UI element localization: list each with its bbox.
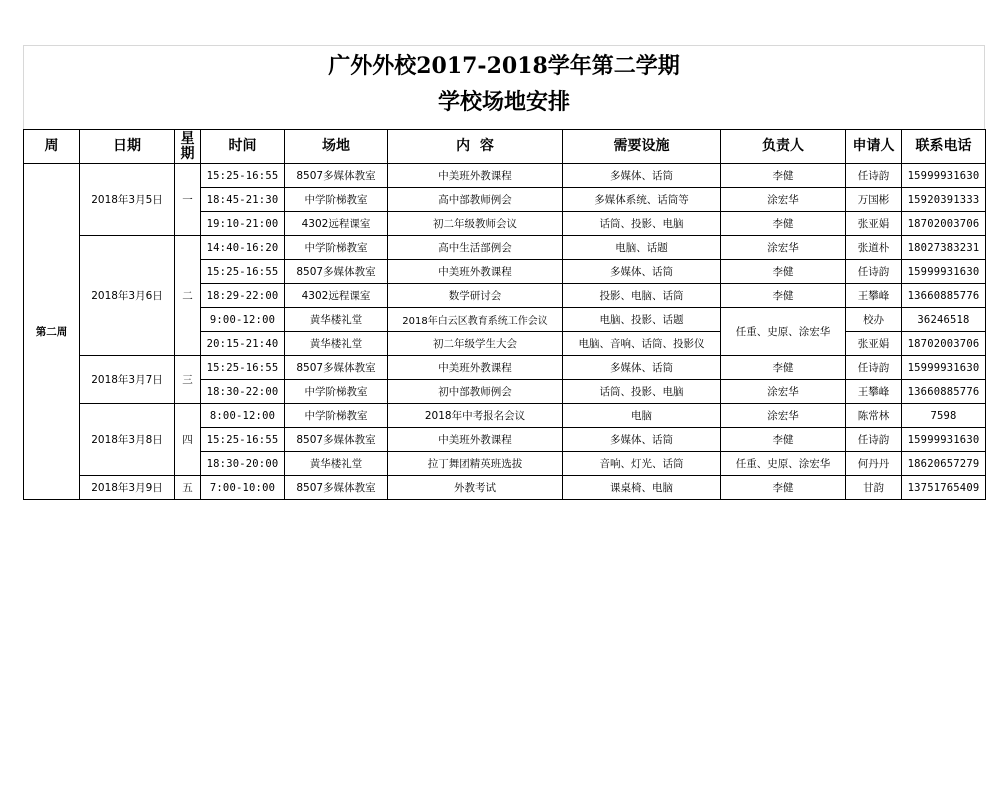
- time-cell: 9:00-12:00: [201, 308, 285, 332]
- phone-cell: 15999931630: [902, 356, 986, 380]
- applicant-cell: 王攀峰: [846, 380, 902, 404]
- applicant-cell: 校办: [846, 308, 902, 332]
- date-cell: 2018年3月9日: [80, 476, 175, 500]
- person-cell: 涂宏华: [721, 380, 846, 404]
- weekday-cell: 一: [175, 164, 201, 236]
- week-cell: 第二周: [24, 164, 80, 500]
- applicant-cell: 万国彬: [846, 188, 902, 212]
- facilities-cell: 电脑、话题: [563, 236, 721, 260]
- header-facilities: 需要设施: [563, 130, 721, 164]
- table-row: [24, 476, 986, 500]
- person-cell: 李健: [721, 260, 846, 284]
- applicant-cell: 张道朴: [846, 236, 902, 260]
- facilities-cell: 话筒、投影、电脑: [563, 212, 721, 236]
- phone-cell: 13660885776: [902, 284, 986, 308]
- time-cell: 18:29-22:00: [201, 284, 285, 308]
- phone-cell: 18620657279: [902, 452, 986, 476]
- time-cell: 18:30-22:00: [201, 380, 285, 404]
- applicant-cell: 何丹丹: [846, 452, 902, 476]
- person-cell: 李健: [721, 164, 846, 188]
- facilities-cell: 音响、灯光、话筒: [563, 452, 721, 476]
- facilities-cell: 投影、电脑、话筒: [563, 284, 721, 308]
- date-cell: 2018年3月8日: [80, 404, 175, 476]
- content-cell: 中美班外教课程: [388, 260, 563, 284]
- time-cell: 7:00-10:00: [201, 476, 285, 500]
- phone-cell: 15999931630: [902, 428, 986, 452]
- person-cell: 李健: [721, 356, 846, 380]
- venue-cell: 中学阶梯教室: [285, 404, 388, 428]
- content-cell: 2018年白云区教育系统工作会议: [388, 308, 563, 332]
- header-week: 周: [24, 130, 80, 164]
- person-cell: 任重、史原、涂宏华: [721, 452, 846, 476]
- venue-cell: 8507多媒体教室: [285, 356, 388, 380]
- facilities-cell: 电脑: [563, 404, 721, 428]
- header-person: 负责人: [721, 130, 846, 164]
- person-cell: 李健: [721, 428, 846, 452]
- phone-cell: 13660885776: [902, 380, 986, 404]
- header-venue: 场地: [285, 130, 388, 164]
- facilities-cell: 电脑、音响、话筒、投影仪: [563, 332, 721, 356]
- weekday-cell: 四: [175, 404, 201, 476]
- person-cell: 任重、史原、涂宏华: [721, 308, 846, 356]
- weekday-cell: 二: [175, 236, 201, 356]
- title-line-2: 学校场地安排: [437, 89, 570, 115]
- date-cell: 2018年3月6日: [80, 236, 175, 356]
- phone-cell: 13751765409: [902, 476, 986, 500]
- applicant-cell: 任诗韵: [846, 428, 902, 452]
- table-row: [24, 236, 986, 260]
- time-cell: 20:15-21:40: [201, 332, 285, 356]
- table-row: [24, 164, 986, 188]
- facilities-cell: 多媒体系统、话筒等: [563, 188, 721, 212]
- content-cell: 初二年级学生大会: [388, 332, 563, 356]
- content-cell: 数学研讨会: [388, 284, 563, 308]
- person-cell: 李健: [721, 476, 846, 500]
- title-area: [23, 45, 985, 129]
- phone-cell: 15999931630: [902, 260, 986, 284]
- person-cell: 李健: [721, 212, 846, 236]
- content-cell: 初二年级教师会议: [388, 212, 563, 236]
- venue-cell: 4302远程课室: [285, 212, 388, 236]
- phone-cell: 15999931630: [902, 164, 986, 188]
- person-cell: 涂宏华: [721, 404, 846, 428]
- time-cell: 15:25-16:55: [201, 356, 285, 380]
- facilities-cell: 话筒、投影、电脑: [563, 380, 721, 404]
- header-row: [24, 130, 986, 164]
- header-applicant: 申请人: [846, 130, 902, 164]
- venue-cell: 黄华楼礼堂: [285, 308, 388, 332]
- venue-cell: 8507多媒体教室: [285, 260, 388, 284]
- time-cell: 18:45-21:30: [201, 188, 285, 212]
- applicant-cell: 任诗韵: [846, 356, 902, 380]
- header-weekday-bottom: 期: [180, 145, 195, 162]
- time-cell: 15:25-16:55: [201, 428, 285, 452]
- facilities-cell: 多媒体、话筒: [563, 260, 721, 284]
- schedule-table: [23, 129, 986, 500]
- content-cell: 初中部教师例会: [388, 380, 563, 404]
- venue-cell: 黄华楼礼堂: [285, 452, 388, 476]
- title-line-1: 广外外校2017-2018学年第二学期: [328, 53, 680, 79]
- content-cell: 高中生活部例会: [388, 236, 563, 260]
- time-cell: 8:00-12:00: [201, 404, 285, 428]
- facilities-cell: 多媒体、话筒: [563, 428, 721, 452]
- content-cell: 外教考试: [388, 476, 563, 500]
- weekday-cell: 三: [175, 356, 201, 404]
- venue-cell: 8507多媒体教室: [285, 476, 388, 500]
- header-weekday: [175, 130, 201, 164]
- content-cell: 2018年中考报名会议: [388, 404, 563, 428]
- facilities-cell: 电脑、投影、话题: [563, 308, 721, 332]
- time-cell: 19:10-21:00: [201, 212, 285, 236]
- person-cell: 涂宏华: [721, 188, 846, 212]
- applicant-cell: 张亚娟: [846, 212, 902, 236]
- content-cell: 中美班外教课程: [388, 356, 563, 380]
- venue-cell: 4302远程课室: [285, 284, 388, 308]
- phone-cell: 7598: [902, 404, 986, 428]
- date-cell: 2018年3月7日: [80, 356, 175, 404]
- venue-cell: 8507多媒体教室: [285, 164, 388, 188]
- venue-cell: 中学阶梯教室: [285, 188, 388, 212]
- time-cell: 14:40-16:20: [201, 236, 285, 260]
- phone-cell: 18702003706: [902, 332, 986, 356]
- content-cell: 中美班外教课程: [388, 164, 563, 188]
- schedule-sheet: [23, 45, 985, 500]
- phone-cell: 18027383231: [902, 236, 986, 260]
- header-weekday-top: 星: [180, 130, 195, 147]
- header-content: 内 容: [388, 130, 563, 164]
- table-row: [24, 404, 986, 428]
- applicant-cell: 王攀峰: [846, 284, 902, 308]
- applicant-cell: 任诗韵: [846, 260, 902, 284]
- venue-cell: 黄华楼礼堂: [285, 332, 388, 356]
- person-cell: 涂宏华: [721, 236, 846, 260]
- table-row: [24, 356, 986, 380]
- time-cell: 15:25-16:55: [201, 260, 285, 284]
- weekday-cell: 五: [175, 476, 201, 500]
- header-date: 日期: [80, 130, 175, 164]
- phone-cell: 18702003706: [902, 212, 986, 236]
- content-cell: 中美班外教课程: [388, 428, 563, 452]
- content-cell: 拉丁舞团精英班选拔: [388, 452, 563, 476]
- facilities-cell: 课桌椅、电脑: [563, 476, 721, 500]
- content-cell: 高中部教师例会: [388, 188, 563, 212]
- time-cell: 15:25-16:55: [201, 164, 285, 188]
- header-phone: 联系电话: [902, 130, 986, 164]
- phone-cell: 36246518: [902, 308, 986, 332]
- date-cell: 2018年3月5日: [80, 164, 175, 236]
- facilities-cell: 多媒体、话筒: [563, 164, 721, 188]
- header-time: 时间: [201, 130, 285, 164]
- applicant-cell: 任诗韵: [846, 164, 902, 188]
- applicant-cell: 甘韵: [846, 476, 902, 500]
- applicant-cell: 陈常林: [846, 404, 902, 428]
- venue-cell: 中学阶梯教室: [285, 380, 388, 404]
- phone-cell: 15920391333: [902, 188, 986, 212]
- venue-cell: 中学阶梯教室: [285, 236, 388, 260]
- person-cell: 李健: [721, 284, 846, 308]
- applicant-cell: 张亚娟: [846, 332, 902, 356]
- venue-cell: 8507多媒体教室: [285, 428, 388, 452]
- facilities-cell: 多媒体、话筒: [563, 356, 721, 380]
- time-cell: 18:30-20:00: [201, 452, 285, 476]
